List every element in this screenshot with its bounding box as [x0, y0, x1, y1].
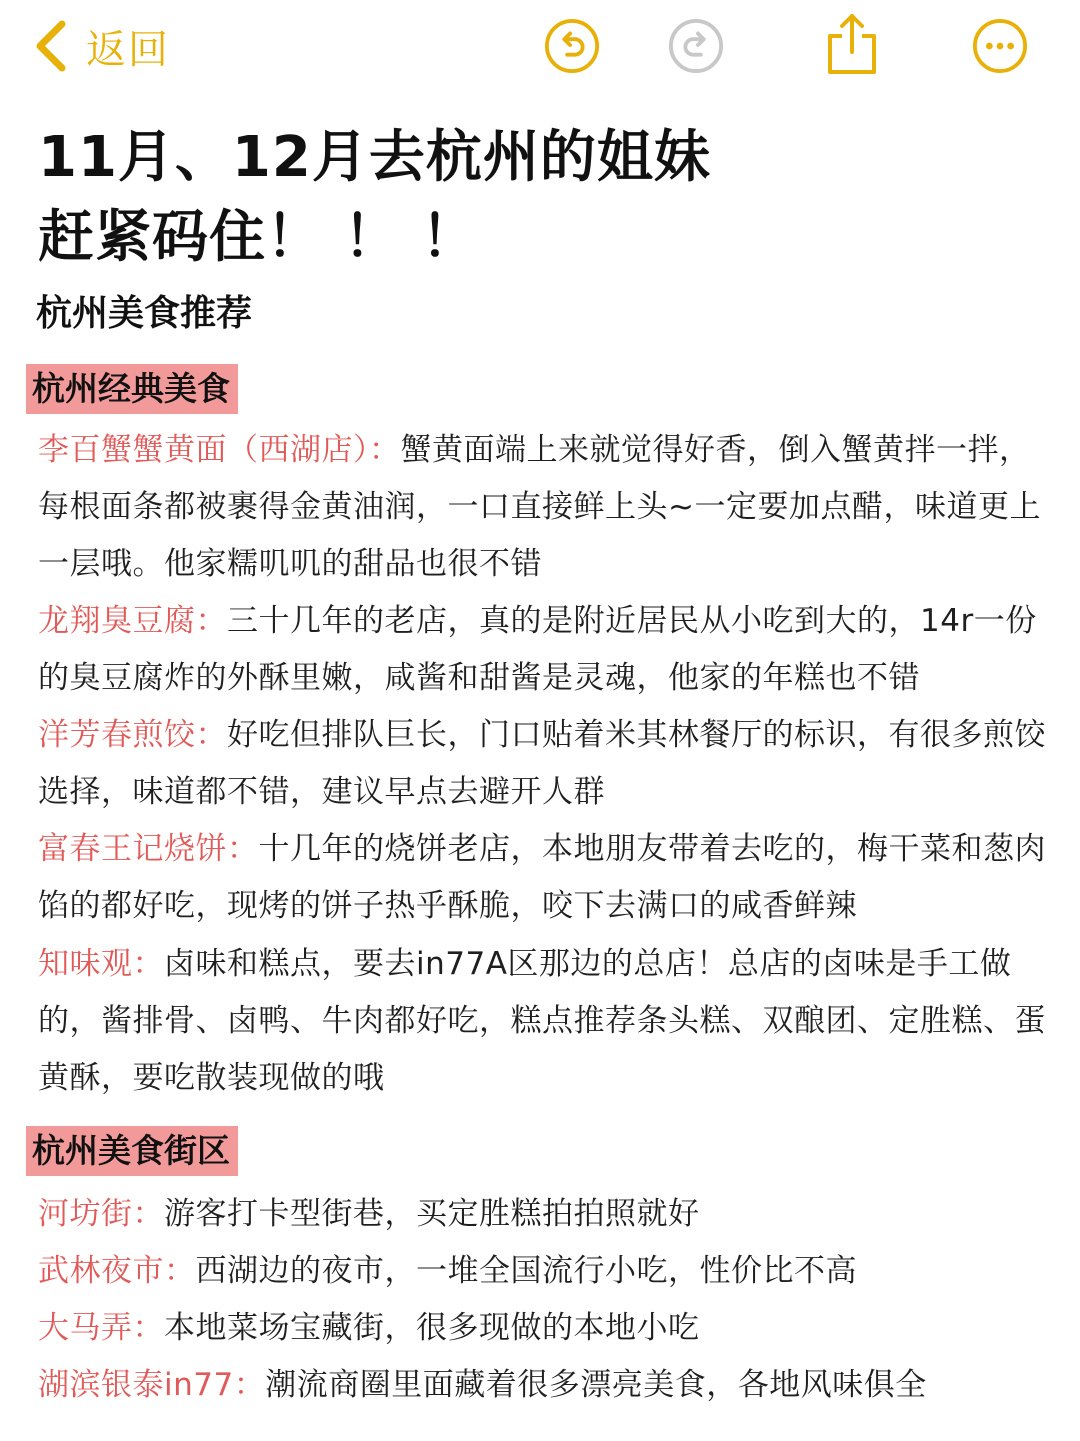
- section-heading-classic-food: 杭州经典美食: [26, 364, 238, 414]
- list-item: [38, 936, 1050, 1107]
- undo-icon: [544, 17, 600, 75]
- title-line-2: 赶紧码住！ ！ ！: [38, 205, 478, 270]
- entry-separator: ：: [195, 603, 227, 639]
- entry-separator: ：: [227, 831, 259, 867]
- section-heading-food-streets: 杭州美食街区: [26, 1126, 238, 1176]
- entry-separator: ：: [369, 432, 401, 468]
- list-item: [38, 593, 1050, 707]
- entry-separator: ：: [164, 1253, 196, 1289]
- entry-text: 卤味和糕点，要去in77A区那边的总店！总店的卤味是手工做的，酱排骨、卤鸭、牛肉都好吃，糕点推荐条头糕、双酿团、定胜糕、蛋黄酥，要吃散装现做的哦: [38, 946, 1046, 1096]
- entry-name: 河坊街: [38, 1196, 133, 1232]
- entry-separator: ：: [132, 1196, 164, 1232]
- note-title: [38, 118, 1048, 278]
- entry-separator: ：: [195, 717, 227, 753]
- back-button[interactable]: [32, 14, 170, 78]
- list-item: [38, 821, 1050, 935]
- list-item: [38, 707, 1050, 821]
- note-toolbar: [0, 0, 1080, 95]
- title-line-1: 11月、12月去杭州的姐妹: [38, 125, 711, 190]
- share-icon: [822, 10, 882, 78]
- entry-text: 本地菜场宝藏街，很多现做的本地小吃: [164, 1310, 700, 1346]
- more-button[interactable]: [972, 18, 1028, 74]
- list-item: [38, 1186, 1050, 1243]
- undo-button[interactable]: [544, 18, 600, 74]
- more-icon: [972, 17, 1028, 75]
- entry-name: 武林夜市: [38, 1253, 164, 1289]
- redo-button[interactable]: [668, 18, 724, 74]
- chevron-left-icon: [32, 18, 68, 74]
- entry-separator: ：: [132, 946, 164, 982]
- entry-separator: ：: [233, 1367, 266, 1403]
- list-item: [38, 422, 1050, 593]
- entry-name: 洋芳春煎饺: [38, 717, 196, 753]
- entry-name: 湖滨银泰in77: [38, 1367, 234, 1403]
- list-item: [38, 1243, 1050, 1300]
- entry-name: 富春王记烧饼: [38, 831, 227, 867]
- entry-name: 李百蟹蟹黄面（西湖店）: [38, 432, 369, 468]
- redo-icon: [668, 17, 724, 75]
- entry-text: 西湖边的夜市，一堆全国流行小吃，性价比不高: [195, 1253, 857, 1289]
- entry-text: 三十几年的老店，真的是附近居民从小吃到大的，14r一份的臭豆腐炸的外酥里嫩，咸酱和甜酱是灵魂，他家的年糕也不错: [38, 603, 1037, 696]
- entry-text: 潮流商圈里面藏着很多漂亮美食，各地风味俱全: [265, 1367, 927, 1403]
- entry-name: 知味观: [38, 946, 133, 982]
- entry-text: 蟹黄面端上来就觉得好香，倒入蟹黄拌一拌，每根面条都被裹得金黄油润，一口直接鲜上头~一定要加点醋，味道更上一层哦。他家糯叽叽的甜品也很不错: [38, 432, 1041, 582]
- list-item: [38, 1357, 1050, 1414]
- note-subtitle: 杭州美食推荐: [36, 293, 253, 334]
- entry-text: 好吃但排队巨长，门口贴着米其林餐厅的标识，有很多煎饺选择，味道都不错，建议早点去避开人群: [38, 717, 1046, 810]
- share-button[interactable]: [822, 10, 882, 78]
- entry-text: 游客打卡型街巷，买定胜糕拍拍照就好: [164, 1196, 700, 1232]
- entry-name: 龙翔臭豆腐: [38, 603, 196, 639]
- entry-separator: ：: [132, 1310, 164, 1346]
- back-label: 返回: [86, 26, 170, 73]
- list-item: [38, 1300, 1050, 1357]
- entry-name: 大马弄: [38, 1310, 133, 1346]
- entry-text: 十几年的烧饼老店，本地朋友带着去吃的，梅干菜和葱肉馅的都好吃，现烤的饼子热乎酥脆，咬下去满口的咸香鲜辣: [38, 831, 1046, 924]
